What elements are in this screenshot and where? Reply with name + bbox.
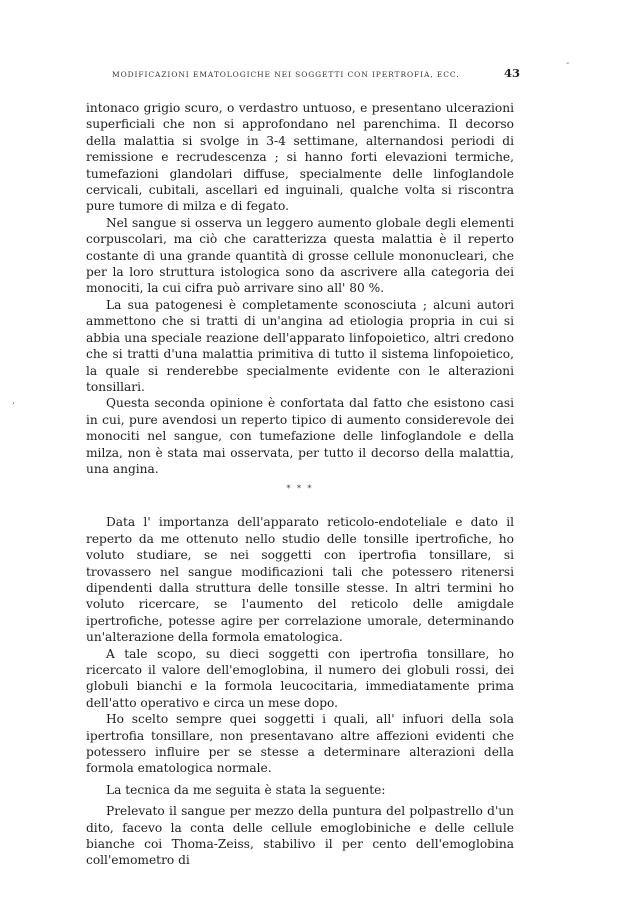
paragraph: A tale scopo, su dieci soggetti con ipertrofia tonsillare, ho ricercato il valore dell'emoglobina, il numero dei globuli rossi, dei globuli bianchi e la formola leucocitaria, immediatamente prima dell'atto operativo e circa un mese dopo.	[86, 646, 514, 710]
paragraph: Questa seconda opinione è confortata dal fatto che esistono casi in cui, pure avendosi un reperto tipico di aumento considerevole dei monociti nel sangue, con tumefazione delle linfoglandole e della milza, non è stata mai osservata, per tutto il decorso della malattia, una angina.	[86, 396, 514, 476]
page-content	[86, 64, 520, 869]
paragraph: Prelevato il sangue per mezzo della puntura del polpastrello d'un dito, facevo la conta delle cellule emoglobiniche e delle cellule bianche coi Thoma-Zeiss, stabilivo il per cento dell'emoglobina coll'emometro di	[86, 804, 514, 868]
section-separator: * * *	[286, 484, 314, 494]
paragraph: Nel sangue si osserva un leggero aumento globale degli elementi corpuscolari, ma ciò che caratterizza questa malattia è il reperto costante di una grande quantità di grosse cellule mononucleari, che per la loro struttura istologica sono da ascrivere alla categoria dei monociti, la cui cifra può arrivare sino all' 80 %.	[86, 215, 514, 296]
running-title: MODIFICAZIONI EMATOLOGICHE NEI SOGGETTI CON IPERTROFIA, ECC.	[112, 70, 460, 79]
paragraph: La tecnica da me seguita è stata la seguente:	[106, 782, 386, 797]
paragraph: La sua patogenesi è completamente sconosciuta ; alcuni autori ammettono che si tratti di un'angina ad etiologia propria in cui si abbia una speciale reazione dell'apparato linfopoietico, altri credono che si tratti d'una malattia primitiva di tutto il sistema linfopoietico, la quale si renderebbe specialmente evidente con le alterazioni tonsillari.	[86, 297, 514, 394]
running-head	[86, 64, 520, 86]
paragraph: intonaco grigio scuro, o verdastro untuoso, e presentano ulcerazioni superficiali che non si approfondano nel parenchima. Il decorso della malattia si svolge in 3-4 settimane, alternandosi periodi di remissione e recrudescenza ; si hanno forti elevazioni termiche, tumefazioni glandolari diffuse, specialmente delle linfoglandole cervicali, cubitali, ascellari ed inguinali, qualche volta si riscontra pure tumore di milza e di fegato.	[86, 101, 514, 214]
body-text	[86, 100, 514, 869]
page-number: 43	[503, 66, 520, 80]
paragraph: Data l' importanza dell'apparato reticolo-endoteliale e dato il reperto da me ottenuto nello studio delle tonsille ipertrofiche, ho voluto studiare, se nei soggetti con ipertrofia tonsillare, si trovassero nel sangue modificazioni tali che potessero ritenersi dipendenti dalla struttura delle tonsille stesse. In altri termini ho voluto ricercare, se l'aumento del reticolo delle amigdale ipertrofiche, potesse agire per correlazione umorale, determinando un'alterazione della formola ematologica.	[86, 515, 514, 645]
scan-mark: -	[566, 58, 570, 69]
paragraph: Ho scelto sempre quei soggetti i quali, all' infuori della sola ipertrofia tonsillare, non presentavano altre affezioni evidenti che potessero influire per se stesse a determinare alterazioni della formola ematologica normale.	[86, 712, 514, 776]
scan-mark: ,	[12, 395, 16, 406]
